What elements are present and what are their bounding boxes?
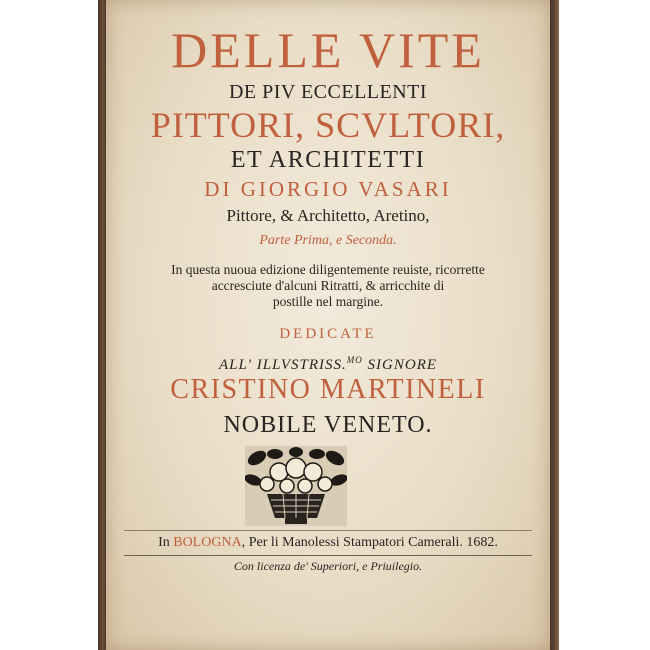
author-description: Pittore, & Architetto, Aretino,	[226, 206, 430, 225]
title-pittori-scultori: PITTORI, SCVLTORI,	[150, 105, 506, 145]
imprint-city: BOLOGNA	[173, 535, 242, 550]
basket-of-fruit-woodcut-icon	[245, 446, 347, 526]
title-de-piu-eccellenti: DE PIV ECCELLENTI	[228, 81, 428, 103]
imprint-rule	[124, 555, 532, 556]
edition-line-1: In questa nuoua edizione diligentemente reuiste, ricorrette	[171, 262, 485, 277]
volume-parts: Parte Prima, e Seconda.	[259, 233, 397, 248]
imprint-rule-top	[124, 530, 532, 531]
imprint-printer: , Per li Manolessi Stampatori Camerali. 1682.	[241, 535, 498, 550]
dedicatee-name: CRISTINO MARTINELI	[170, 374, 486, 405]
dedicatee-title: NOBILE VENETO.	[223, 412, 433, 438]
edition-statement	[106, 262, 550, 310]
dedicate-heading: DEDICATE	[279, 326, 377, 342]
imprint-prefix: In	[158, 535, 174, 550]
dedication-salutation	[106, 350, 550, 375]
edition-line-3: postille nel margine.	[272, 294, 384, 309]
imprint-line	[106, 534, 550, 552]
author-line: DI GIORGIO VASARI	[204, 177, 452, 201]
license-line: Con licenza de' Superiori, e Priuilegio.	[233, 559, 423, 573]
salutation-suffix: SIGNORE	[362, 357, 438, 373]
salutation-prefix: ALL' ILLVSTRISS.	[218, 357, 347, 373]
edition-line-2: accresciute d'alcuni Ritratti, & arricchite di	[211, 278, 445, 293]
title-page	[106, 0, 550, 650]
title-et-architetti: ET ARCHITETTI	[230, 147, 426, 173]
title-delle-vite: DELLE VITE	[171, 22, 485, 78]
salutation-superscript: MO	[346, 355, 363, 365]
